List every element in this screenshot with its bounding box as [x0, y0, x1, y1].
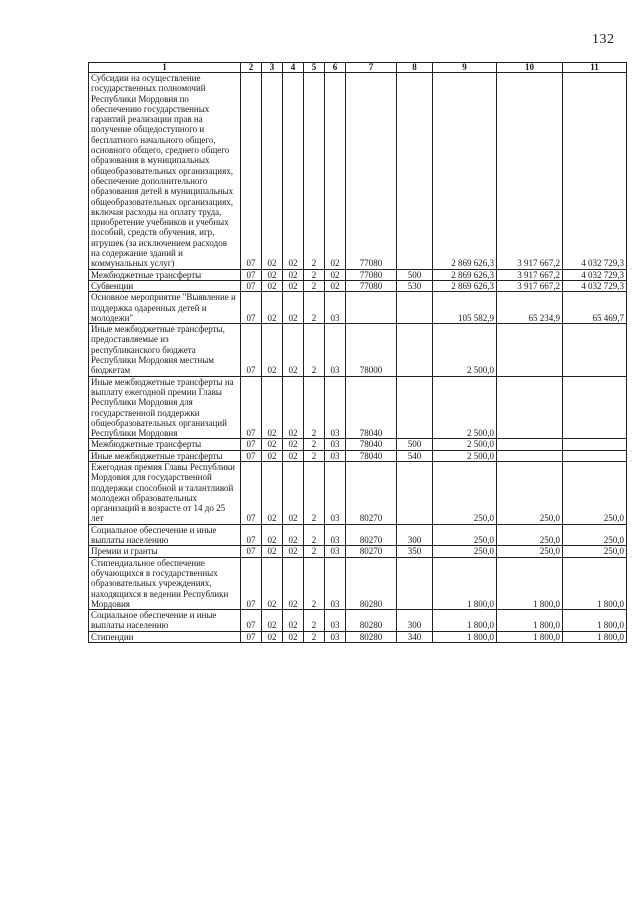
row-name: Стипендиальное обеспечение обучающихся в государственных образовательных учреждениях, находящихся в ведении Республики Мордовия	[89, 557, 241, 609]
column-header: 11	[563, 63, 627, 73]
cell-col-3: 02	[262, 292, 283, 324]
cell-col-3: 02	[262, 631, 283, 642]
cell-col-6: 03	[325, 546, 346, 557]
cell-col-8: 300	[397, 610, 433, 632]
table-row	[89, 461, 627, 524]
cell-col-2: 07	[241, 73, 262, 270]
cell-col-5: 2	[304, 557, 325, 609]
cell-col-6: 03	[325, 324, 346, 376]
cell-col-4: 02	[283, 524, 304, 546]
cell-col-4: 02	[283, 73, 304, 270]
row-name: Субвенции	[89, 280, 241, 291]
cell-col-8: 340	[397, 631, 433, 642]
cell-col-8: 500	[397, 439, 433, 450]
table-row	[89, 324, 627, 376]
cell-col-3: 02	[262, 461, 283, 524]
cell-col-4: 02	[283, 546, 304, 557]
cell-col-9: 2 500,0	[433, 376, 497, 439]
cell-col-11: 1 800,0	[563, 631, 627, 642]
table-row	[89, 292, 627, 324]
cell-col-7: 80280	[346, 557, 397, 609]
cell-col-10	[497, 324, 563, 376]
row-name: Стипендии	[89, 631, 241, 642]
budget-table	[88, 62, 627, 643]
row-name: Иные межбюджетные трансферты на выплату ежегодной премии Главы Республики Мордовия для государственной поддержки общеобразовательных организаций Республики Мордовия	[89, 376, 241, 439]
row-name: Ежегодная премия Главы Республики Мордовия для государственной поддержки способной и талантливой молодежи образовательных организаций в возрасте от 14 до 25 лет	[89, 461, 241, 524]
page-number: 132	[592, 32, 615, 47]
table-row	[89, 557, 627, 609]
cell-col-11	[563, 450, 627, 461]
cell-col-6: 02	[325, 269, 346, 280]
cell-col-11: 1 800,0	[563, 610, 627, 632]
cell-col-2: 07	[241, 546, 262, 557]
cell-col-7: 78000	[346, 324, 397, 376]
cell-col-6: 03	[325, 439, 346, 450]
cell-col-8: 350	[397, 546, 433, 557]
table-body	[89, 73, 627, 643]
cell-col-3: 02	[262, 610, 283, 632]
cell-col-5: 2	[304, 461, 325, 524]
cell-col-5: 2	[304, 546, 325, 557]
cell-col-2: 07	[241, 324, 262, 376]
cell-col-9: 105 582,9	[433, 292, 497, 324]
cell-col-5: 2	[304, 450, 325, 461]
column-header: 10	[497, 63, 563, 73]
cell-col-7: 77080	[346, 269, 397, 280]
cell-col-3: 02	[262, 546, 283, 557]
cell-col-2: 07	[241, 631, 262, 642]
cell-col-7: 78040	[346, 439, 397, 450]
cell-col-10: 250,0	[497, 461, 563, 524]
cell-col-10: 250,0	[497, 524, 563, 546]
cell-col-9: 1 800,0	[433, 610, 497, 632]
cell-col-9: 2 500,0	[433, 324, 497, 376]
cell-col-8	[397, 376, 433, 439]
cell-col-4: 02	[283, 461, 304, 524]
cell-col-2: 07	[241, 280, 262, 291]
table-row	[89, 524, 627, 546]
cell-col-4: 02	[283, 280, 304, 291]
row-name: Межбюджетные трансферты	[89, 439, 241, 450]
column-header: 2	[241, 63, 262, 73]
cell-col-8	[397, 292, 433, 324]
cell-col-6: 03	[325, 461, 346, 524]
cell-col-10: 3 917 667,2	[497, 280, 563, 291]
cell-col-8	[397, 461, 433, 524]
table-row	[89, 280, 627, 291]
cell-col-3: 02	[262, 376, 283, 439]
cell-col-4: 02	[283, 324, 304, 376]
cell-col-11	[563, 439, 627, 450]
cell-col-2: 07	[241, 269, 262, 280]
cell-col-6: 03	[325, 376, 346, 439]
cell-col-9: 2 500,0	[433, 439, 497, 450]
row-name: Иные межбюджетные трансферты, предоставляемые из республиканского бюджета Республики Мордовия местным бюджетам	[89, 324, 241, 376]
row-name: Иные межбюджетные трансферты	[89, 450, 241, 461]
cell-col-6: 03	[325, 524, 346, 546]
cell-col-3: 02	[262, 450, 283, 461]
cell-col-5: 2	[304, 631, 325, 642]
cell-col-6: 03	[325, 450, 346, 461]
row-name: Субсидии на осуществление государственных полномочий Республики Мордовия по обеспечению государственных гарантий реализации прав на получение общедоступного и бесплатного начального общего, основного общего, среднего общего образования в муниципальных общеобразовательных организациях, обеспечение дополнительного образования детей в муниципальных общеобразовательных организациях, включая расходы на оплату труда, приобретение учебников и учебных пособий, средств обучения, игр, игрушек (за исключением расходов на содержание зданий и коммунальных услуг)	[89, 73, 241, 270]
cell-col-7: 77080	[346, 280, 397, 291]
cell-col-2: 07	[241, 292, 262, 324]
cell-col-10	[497, 450, 563, 461]
cell-col-11: 250,0	[563, 524, 627, 546]
cell-col-5: 2	[304, 376, 325, 439]
cell-col-2: 07	[241, 610, 262, 632]
cell-col-7: 77080	[346, 73, 397, 270]
cell-col-8: 500	[397, 269, 433, 280]
cell-col-10: 1 800,0	[497, 610, 563, 632]
cell-col-10	[497, 376, 563, 439]
cell-col-8	[397, 557, 433, 609]
column-header: 6	[325, 63, 346, 73]
cell-col-7: 80270	[346, 524, 397, 546]
cell-col-3: 02	[262, 269, 283, 280]
cell-col-6: 02	[325, 280, 346, 291]
cell-col-10	[497, 439, 563, 450]
cell-col-2: 07	[241, 450, 262, 461]
cell-col-7	[346, 292, 397, 324]
cell-col-6: 03	[325, 557, 346, 609]
table-row	[89, 631, 627, 642]
column-header: 9	[433, 63, 497, 73]
cell-col-9: 250,0	[433, 461, 497, 524]
cell-col-6: 03	[325, 292, 346, 324]
table-row	[89, 269, 627, 280]
cell-col-8: 300	[397, 524, 433, 546]
cell-col-11	[563, 324, 627, 376]
cell-col-7: 80270	[346, 546, 397, 557]
cell-col-9: 250,0	[433, 524, 497, 546]
cell-col-7: 78040	[346, 376, 397, 439]
cell-col-11: 1 800,0	[563, 557, 627, 609]
cell-col-5: 2	[304, 269, 325, 280]
column-header: 1	[89, 63, 241, 73]
cell-col-9: 2 869 626,3	[433, 280, 497, 291]
cell-col-4: 02	[283, 439, 304, 450]
cell-col-10: 1 800,0	[497, 557, 563, 609]
cell-col-4: 02	[283, 631, 304, 642]
table-row	[89, 450, 627, 461]
cell-col-2: 07	[241, 439, 262, 450]
cell-col-7: 80280	[346, 631, 397, 642]
cell-col-11: 250,0	[563, 461, 627, 524]
cell-col-3: 02	[262, 524, 283, 546]
cell-col-4: 02	[283, 292, 304, 324]
table-row	[89, 376, 627, 439]
cell-col-5: 2	[304, 439, 325, 450]
column-header: 7	[346, 63, 397, 73]
cell-col-5: 2	[304, 324, 325, 376]
cell-col-11: 4 032 729,3	[563, 280, 627, 291]
cell-col-4: 02	[283, 450, 304, 461]
cell-col-6: 02	[325, 73, 346, 270]
cell-col-9: 250,0	[433, 546, 497, 557]
table-row	[89, 546, 627, 557]
cell-col-11: 250,0	[563, 546, 627, 557]
cell-col-5: 2	[304, 610, 325, 632]
cell-col-3: 02	[262, 324, 283, 376]
column-header: 4	[283, 63, 304, 73]
cell-col-4: 02	[283, 610, 304, 632]
cell-col-11: 4 032 729,3	[563, 269, 627, 280]
cell-col-3: 02	[262, 439, 283, 450]
table-row	[89, 439, 627, 450]
cell-col-5: 2	[304, 292, 325, 324]
cell-col-2: 07	[241, 557, 262, 609]
cell-col-9: 1 800,0	[433, 631, 497, 642]
cell-col-7: 78040	[346, 450, 397, 461]
row-name: Премии и гранты	[89, 546, 241, 557]
cell-col-3: 02	[262, 557, 283, 609]
cell-col-6: 03	[325, 610, 346, 632]
cell-col-11	[563, 376, 627, 439]
cell-col-4: 02	[283, 376, 304, 439]
header-row	[89, 63, 627, 73]
column-header: 5	[304, 63, 325, 73]
cell-col-8: 540	[397, 450, 433, 461]
cell-col-11: 65 469,7	[563, 292, 627, 324]
table-row	[89, 73, 627, 270]
row-name: Социальное обеспечение и иные выплаты населению	[89, 610, 241, 632]
cell-col-4: 02	[283, 269, 304, 280]
cell-col-10: 65 234,9	[497, 292, 563, 324]
cell-col-5: 2	[304, 280, 325, 291]
cell-col-2: 07	[241, 461, 262, 524]
row-name: Социальное обеспечение и иные выплаты населению	[89, 524, 241, 546]
cell-col-6: 03	[325, 631, 346, 642]
row-name: Основное мероприятие "Выявление и поддержка одаренных детей и молодежи"	[89, 292, 241, 324]
cell-col-10: 1 800,0	[497, 631, 563, 642]
cell-col-8: 530	[397, 280, 433, 291]
cell-col-4: 02	[283, 557, 304, 609]
cell-col-7: 80280	[346, 610, 397, 632]
cell-col-10: 3 917 667,2	[497, 269, 563, 280]
cell-col-9: 2 500,0	[433, 450, 497, 461]
cell-col-3: 02	[262, 280, 283, 291]
cell-col-7: 80270	[346, 461, 397, 524]
table-row	[89, 610, 627, 632]
cell-col-10: 250,0	[497, 546, 563, 557]
row-name: Межбюджетные трансферты	[89, 269, 241, 280]
column-header: 8	[397, 63, 433, 73]
cell-col-2: 07	[241, 376, 262, 439]
cell-col-9: 1 800,0	[433, 557, 497, 609]
cell-col-10: 3 917 667,2	[497, 73, 563, 270]
cell-col-8	[397, 324, 433, 376]
cell-col-5: 2	[304, 524, 325, 546]
cell-col-9: 2 869 626,3	[433, 269, 497, 280]
cell-col-9: 2 869 626,3	[433, 73, 497, 270]
cell-col-8	[397, 73, 433, 270]
cell-col-5: 2	[304, 73, 325, 270]
table-header	[89, 63, 627, 73]
cell-col-3: 02	[262, 73, 283, 270]
cell-col-11: 4 032 729,3	[563, 73, 627, 270]
cell-col-2: 07	[241, 524, 262, 546]
column-header: 3	[262, 63, 283, 73]
